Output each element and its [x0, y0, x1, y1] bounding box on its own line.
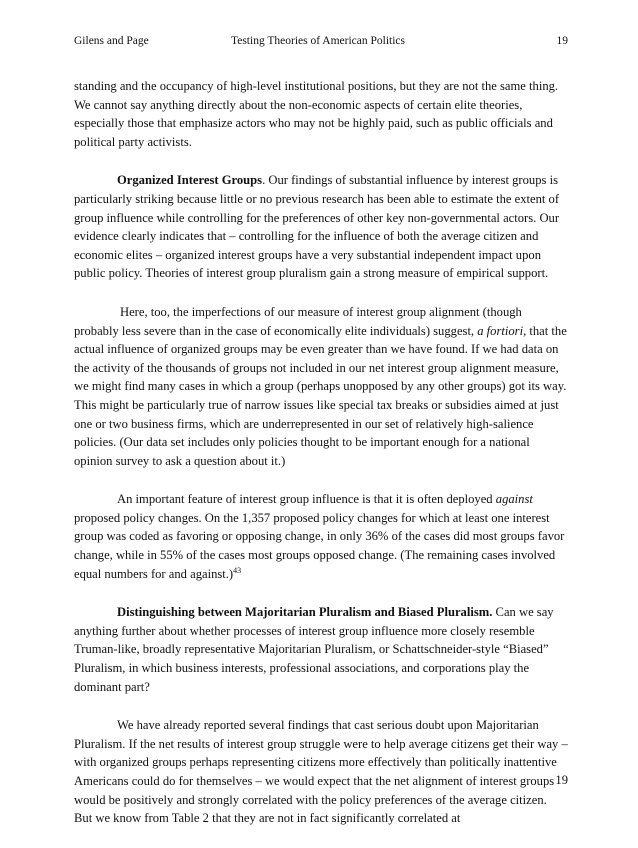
paragraph-4-italic: against — [495, 492, 533, 507]
header-page-number: 19 — [556, 35, 568, 47]
paragraph-4-text-a: An important feature of interest group influence is that it is often deployed — [117, 492, 496, 507]
paragraph-4 — [74, 490, 568, 583]
footnote-marker-43[interactable]: 43 — [233, 565, 242, 575]
section-heading-organized-interest-groups: Organized Interest Groups — [117, 173, 263, 188]
paragraph-6: We have already reported several findings that cast serious doubt upon Majoritarian Pluralism. If the net results of interest group struggle were to help average citizens get their way – with organized groups perhaps representing citizens more effectively than politically inattentive Americans could do for themselves – we would expect that the net alignment of interest groups would be positively and strongly correlated with the policy preferences of the average citizen. But we know from Table 2 that they are not in fact significantly correlated at — [74, 718, 568, 826]
paragraph-3 — [74, 303, 568, 470]
paragraph-3-text-b: , that the actual influence of organized groups may be even greater than we have found. If we had data on the activity of the thousands of groups not included in our net interest group alignment measure, we might find many cases in which a group (perhaps unopposed by any other groups) got its way. This might be particularly true of narrow issues like special tax breaks or subsidies aimed at just one or two business firms, which are underrepresented in our set of relatively high-salience policies. (Our data set includes only policies thought to be important enough for a national opinion survey to ask a question about it.) — [74, 323, 567, 468]
header-authors: Gilens and Page — [74, 35, 149, 47]
paragraph-1: standing and the occupancy of high-level institutional positions, but they are not the same thing. We cannot say anything directly about the non-economic aspects of certain elite theories, especially those that emphasize actors who may not be highly paid, such as public officials and political party activists. — [74, 79, 559, 149]
paragraph-3-text-a: Here, too, the imperfections of our measure of interest group alignment (though probably less severe than in the case of economically elite individuals) suggest, — [74, 304, 522, 338]
footer-page-number: 19 — [555, 773, 568, 787]
header-title: Testing Theories of American Politics — [231, 35, 406, 47]
body-text — [74, 77, 568, 848]
section-heading-majoritarian-vs-biased: Distinguishing between Majoritarian Pluralism and Biased Pluralism. — [117, 605, 493, 620]
paragraph-4-text-b: proposed policy changes. On the 1,357 proposed policy changes for which at least one interest group was coded as favoring or opposing change, in only 36% of the cases did most groups favor change, while in 55% of the cases most groups opposed change. (The remaining cases involved equal numbers for and against.) — [74, 510, 565, 581]
paragraph-2-text: . Our findings of substantial influence by interest groups is particularly striking because little or no previous research has been able to estimate the extent of group influence while controlling for the preferences of other key non-governmental actors. Our evidence clearly indicates that – controlling for the influence of both the average citizen and economic elites – organized interest groups have a very substantial independent impact upon public policy. Theories of interest group pluralism gain a strong measure of empirical support. — [74, 173, 560, 281]
paragraph-5 — [74, 603, 568, 696]
paragraph-5-text: Can we say anything further about whether processes of interest group influence more closely resemble Truman-like, broadly representative Majoritarian Pluralism, or Schattschneider-style “Biased” Pluralism, in which business interests, professional associations, and corporations play the dominant part? — [74, 605, 554, 694]
paragraph-2 — [74, 171, 568, 283]
paragraph-3-italic: a fortiori — [477, 323, 524, 338]
